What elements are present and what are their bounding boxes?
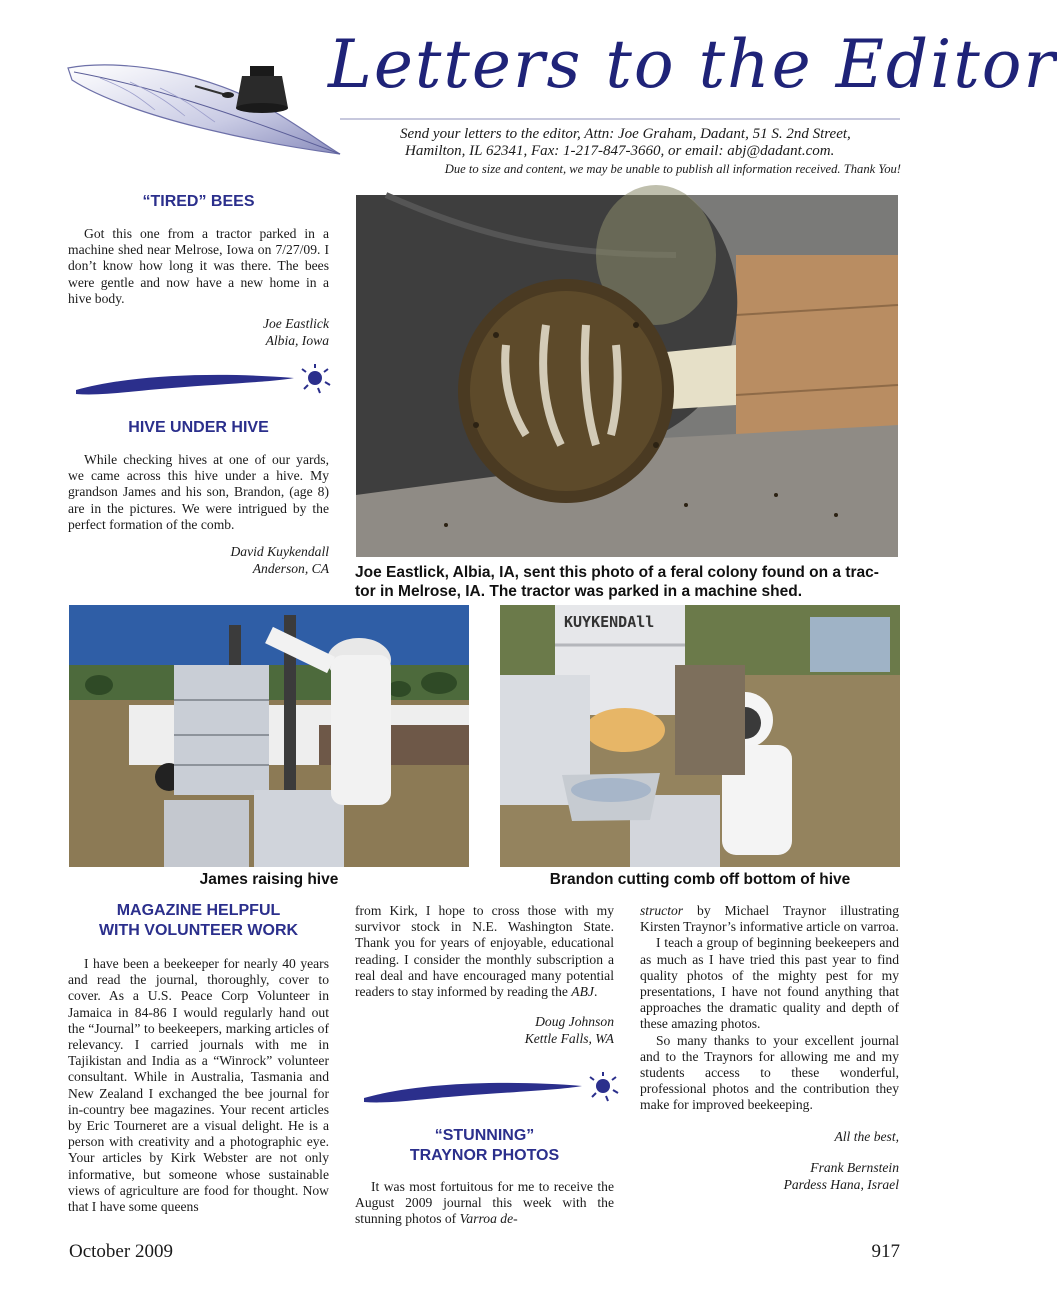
editor-address-line2: Hamilton, IL 62341, Fax: 1-217-847-3660, or email: abj@dadant.com. (405, 143, 835, 159)
letter-paragraph: So many thanks to your excellent journal and to the Traynors for allowing me and my students access to these wonderful, professional photos and the contribution they make for improved beekeeping. (640, 1032, 899, 1113)
text-run: from Kirk, I hope to cross those with my survivor stock in N.E. Washington State. Thank you for years of enjoyable, educational reading. I consider the monthly subscription a real deal and have encouraged many potential readers to stay informed by reading the (355, 903, 614, 1000)
letter-body (68, 956, 329, 1215)
editor-address-line1: Send your letters to the editor, Attn: Joe Graham, Dadant, 51 S. 2nd Street, (400, 126, 851, 142)
right-photo-caption: Brandon cutting comb off bottom of hive (549, 871, 851, 888)
ink-bottle-icon (190, 58, 300, 118)
letter-paragraph: I teach a group of beginning beekeepers and as much as I have tried this past year to find quality photos of the mighty pest for my presentations, I have not found anything that approaches the dramatic quality and depth of these amazing photos. (640, 935, 899, 1032)
letter-paragraph: While checking hives at one of our yards, we came across this hive under a hive. My grandson James and his son, Brandon, (age 8) are in the pictures. We were intrigued by the perfect formation of the comb. (68, 452, 329, 532)
signature-name: Doug Johnson (535, 1014, 614, 1030)
letter-stunning-photos (355, 1126, 614, 1228)
disclaimer: Due to size and content, we may be unable to publish all information received. Thank You! (444, 162, 901, 176)
page-title: Letters to the Editor (328, 26, 1057, 103)
letter-heading: “TIRED” BEES (142, 193, 255, 210)
letter-column-2 (355, 903, 614, 1047)
text-run: by Michael Traynor illustrating Kirsten Traynor’s informative article on varroa. (640, 903, 899, 935)
caption-line: tor in Melrose, IA. The tractor was parked in a machine shed. (355, 583, 803, 600)
signature-place: Anderson, CA (252, 560, 329, 576)
letter-body (355, 1179, 614, 1228)
left-photo-caption: James raising hive (199, 871, 339, 888)
feral-colony-photo (356, 195, 898, 557)
text-run: It was most fortuitous for me to receive the August 2009 journal this week with the stunning photos of (355, 1179, 614, 1227)
letter-magazine-helpful (68, 901, 329, 1215)
brandon-cutting-comb-photo (500, 605, 900, 867)
letter-tired-bees (68, 192, 329, 349)
letter-body (68, 226, 329, 307)
italic-text: Varroa de- (459, 1211, 518, 1227)
letter-paragraph (640, 903, 899, 935)
caption-line: Joe Eastlick, Albia, IA, sent this photo of a feral colony found on a trac- (355, 564, 879, 581)
letter-heading-line: TRAYNOR PHOTOS (409, 1147, 560, 1164)
letter-heading-line: “STUNNING” (434, 1127, 535, 1144)
ink-swoosh-divider-icon (360, 1074, 622, 1110)
text-run: . (593, 984, 598, 1000)
issue-date: October 2009 (69, 1241, 173, 1262)
signature-name: Frank Bernstein (810, 1160, 899, 1176)
letter-paragraph: Got this one from a tractor parked in a machine shed near Melrose, Iowa on 7/27/09. I don’t know how long it was there. The bees were gentle and now have a new home in a hive body. (68, 226, 329, 306)
letter-paragraph: I have been a beekeeper for nearly 40 years and read the journal, thoroughly, cover to cover. As a U.S. Peace Corp Volunteer in Jamaica in 84-86 I would regularly hand out the “Journal” to beekeepers, marking articles of relevancy. I carried journals with me in Tajikistan and India as a “Winrock” volunteer consultant. While in Australia, Tasmania and New Zealand I exchanged the bee journal for in-country bee magazines. Your recent articles by Eric Tourneret are a visual delight. He is a person with creativity and a photographic eye. Your articles by Kirk Webster are not only informative, but someone whose sustainable views of agriculture are food for thought. Now that I have some queens (68, 956, 329, 1215)
signature-place: Albia, Iowa (265, 332, 329, 348)
letter-body (68, 452, 329, 533)
letter-heading: HIVE UNDER HIVE (128, 419, 269, 436)
letter-column-3 (640, 903, 899, 1193)
letter-paragraph (355, 903, 614, 1000)
signature-name: David Kuykendall (230, 544, 329, 560)
signature-name: Joe Eastlick (262, 316, 329, 332)
signature-place: Pardess Hana, Israel (783, 1176, 899, 1192)
ink-swoosh-divider-icon (72, 366, 334, 402)
closing: All the best, (834, 1128, 899, 1144)
signature-place: Kettle Falls, WA (524, 1030, 614, 1046)
italic-text: structor (640, 903, 684, 918)
main-photo-caption (355, 563, 905, 601)
letter-heading-line: WITH VOLUNTEER WORK (98, 922, 299, 939)
hive-box-label: KUYKENDAll (564, 613, 655, 631)
letter-body (640, 903, 899, 1114)
letter-body (355, 903, 614, 1000)
title-underline (340, 118, 900, 120)
italic-text: ABJ (571, 984, 594, 1000)
letter-heading-line: MAGAZINE HELPFUL (116, 902, 281, 919)
page-number: 917 (871, 1241, 900, 1262)
james-raising-hive-photo (69, 605, 469, 867)
letter-paragraph (355, 1179, 614, 1228)
letter-hive-under-hive (68, 418, 329, 577)
